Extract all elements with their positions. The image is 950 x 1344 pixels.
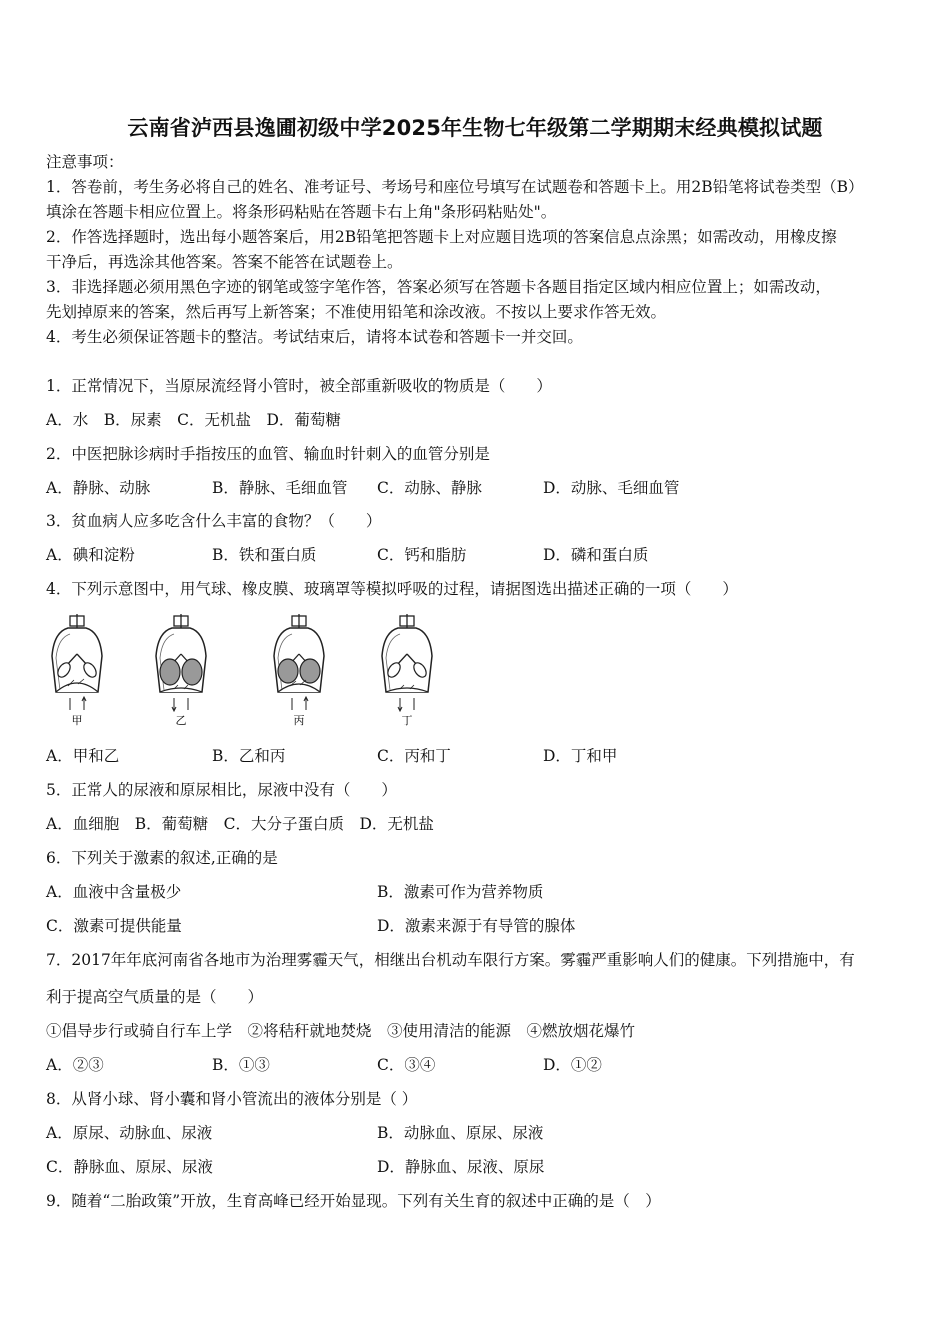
question-8-option-c: C．静脉血、原尿、尿液: [46, 1158, 213, 1176]
question-4-option-a: A．甲和乙: [46, 747, 120, 765]
question-2-option-d: D．动脉、毛细血管: [543, 479, 680, 497]
question-6-option-b: B．激素可作为营养物质: [377, 883, 544, 901]
model-jia: [52, 614, 102, 727]
question-5-options: A．血细胞 B．葡萄糖 C．大分子蛋白质 D．无机盐: [46, 815, 434, 833]
model-yi: [156, 614, 206, 727]
model-label-bing: 丙: [293, 714, 305, 727]
notice-line: 4．考生必须保证答题卡的整洁。考试结束后，请将本试卷和答题卡一并交回。: [46, 328, 583, 346]
notice-line: 1．答卷前，考生务必将自己的姓名、准考证号、考场号和座位号填写在试题卷和答题卡上。用2B铅笔将试卷类型（B）: [46, 178, 864, 196]
model-label-jia: 甲: [71, 714, 83, 727]
notice-line: 3．非选择题必须用黑色字迹的钢笔或签字笔作答，答案必须写在答题卡各题目指定区域内相应位置上；如需改动，: [46, 278, 831, 296]
question-3-option-c: C．钙和脂肪: [377, 546, 467, 564]
model-ding: [382, 614, 432, 727]
question-4-stem: 4．下列示意图中，用气球、橡皮膜、玻璃罩等模拟呼吸的过程，请据图选出描述正确的一项（ ）: [46, 580, 738, 598]
question-2-option-a: A．静脉、动脉: [46, 479, 151, 497]
page-title: 云南省泸西县逸圃初级中学2025年生物七年级第二学期期末经典模拟试题: [127, 116, 823, 140]
question-6-option-d: D．激素来源于有导管的腺体: [377, 917, 576, 935]
question-4-option-c: C．丙和丁: [377, 747, 451, 765]
question-3-stem: 3．贫血病人应多吃含什么丰富的食物？（ ）: [46, 512, 382, 530]
question-5-stem: 5．正常人的尿液和原尿相比，尿液中没有（ ）: [46, 781, 397, 799]
question-4-option-d: D．丁和甲: [543, 747, 618, 765]
question-7-option-c: C．③④: [377, 1056, 436, 1074]
notice-line: 填涂在答题卡相应位置上。将条形码粘贴在答题卡右上角"条形码粘贴处"。: [46, 203, 557, 221]
notice-line: 2．作答选择题时，选出每小题答案后，用2B铅笔把答题卡上对应题目选项的答案信息点涂黑；如需改动，用橡皮擦: [46, 228, 837, 246]
model-label-yi: 乙: [175, 714, 187, 727]
notice-line: 干净后，再选涂其他答案。答案不能答在试题卷上。: [46, 253, 403, 271]
question-2-option-c: C．动脉、静脉: [377, 479, 482, 497]
notice-line: 先划掉原来的答案，然后再写上新答案；不准使用铅笔和涂改液。不按以上要求作答无效。: [46, 303, 667, 321]
notice-heading: 注意事项：: [46, 153, 124, 171]
question-2-stem: 2．中医把脉诊病时手指按压的血管、输血时针刺入的血管分别是: [46, 445, 490, 463]
question-8-stem: 8．从肾小球、肾小囊和肾小管流出的液体分别是（ ）: [46, 1090, 418, 1108]
question-7-option-b: B．①③: [212, 1056, 270, 1074]
breathing-model-figure: [44, 614, 454, 732]
question-3-option-b: B．铁和蛋白质: [212, 546, 317, 564]
question-6-stem: 6．下列关于激素的叙述,正确的是: [46, 849, 278, 867]
model-label-ding: 丁: [401, 714, 413, 727]
question-7-stem: 7．2017年年底河南省各地市为治理雾霾天气，相继出台机动车限行方案。雾霾严重影响人们的健康。下列措施中，有: [46, 951, 855, 969]
model-bing: [274, 614, 324, 727]
question-8-option-d: D．静脉血、尿液、原尿: [377, 1158, 545, 1176]
question-4-option-b: B．乙和丙: [212, 747, 286, 765]
question-7-items: ①倡导步行或骑自行车上学 ②将秸秆就地焚烧 ③使用清洁的能源 ④燃放烟花爆竹: [46, 1022, 636, 1040]
question-2-option-b: B．静脉、毛细血管: [212, 479, 348, 497]
question-1-stem: 1．正常情况下，当原尿流经肾小管时，被全部重新吸收的物质是（ ）: [46, 377, 552, 395]
question-7-option-d: D．①②: [543, 1056, 602, 1074]
question-8-option-b: B．动脉血、原尿、尿液: [377, 1124, 544, 1142]
question-9-stem: 9．随着“二胎政策”开放，生育高峰已经开始显现。下列有关生育的叙述中正确的是（ ）: [46, 1192, 661, 1210]
question-3-option-a: A．碘和淀粉: [46, 546, 135, 564]
question-8-option-a: A．原尿、动脉血、尿液: [46, 1124, 213, 1142]
question-3-option-d: D．磷和蛋白质: [543, 546, 649, 564]
question-7-option-a: A．②③: [46, 1056, 104, 1074]
question-1-options: A．水 B．尿素 C．无机盐 D．葡萄糖: [46, 411, 341, 429]
question-6-option-a: A．血液中含量极少: [46, 883, 182, 901]
question-6-option-c: C．激素可提供能量: [46, 917, 182, 935]
question-7-stem-cont: 利于提高空气质量的是（ ）: [46, 988, 264, 1006]
